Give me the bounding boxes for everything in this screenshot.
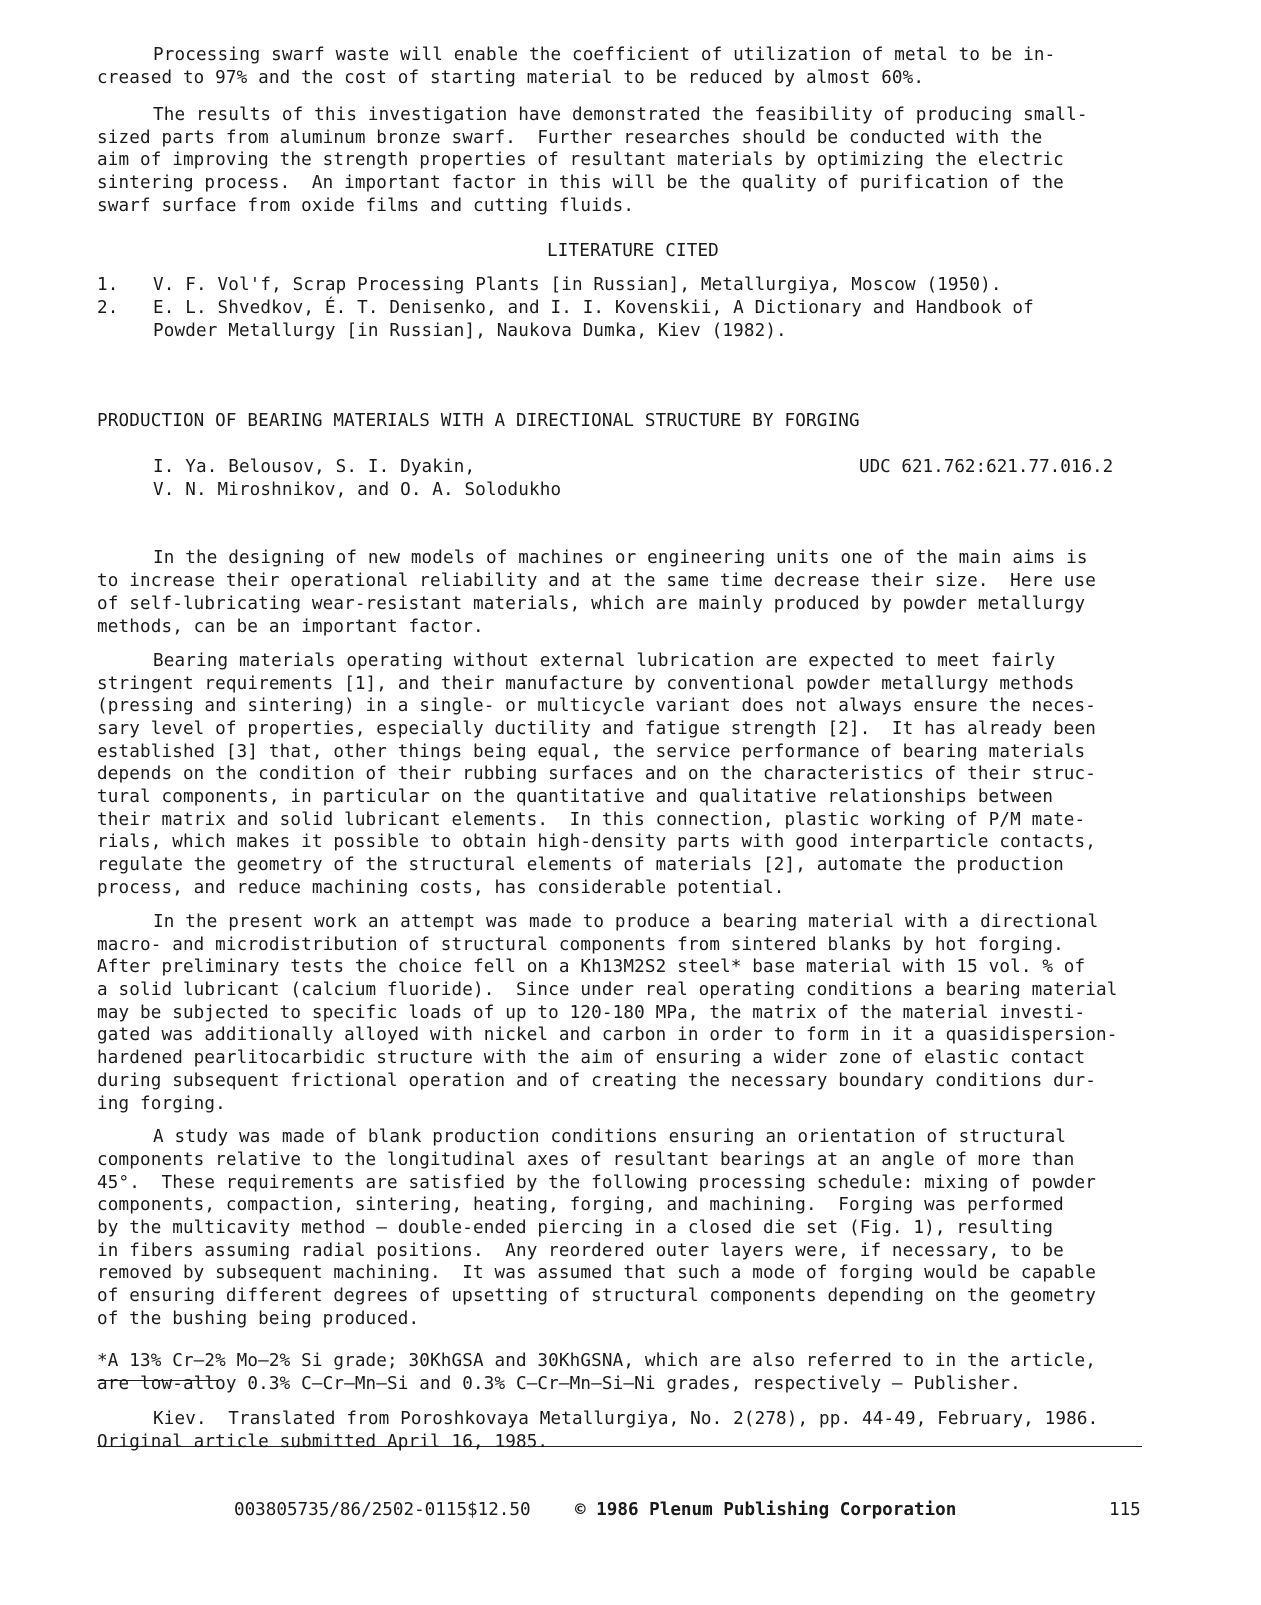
text-line: macro- and microdistribution of structural components from sintered blanks by hot forging. xyxy=(97,935,1064,955)
page-number: 115 xyxy=(1109,1500,1141,1520)
text-line: ing forging. xyxy=(97,1094,226,1114)
reference-text: E. L. Shvedkov, É. T. Denisenko, and I. I. Kovenskii, A Dictionary and Handbook of xyxy=(153,298,1034,318)
translation-note: Kiev. Translated from Poroshkovaya Metallurgiya, No. 2(278), pp. 44-49, February, 1986. xyxy=(153,1409,1099,1429)
text-line: a solid lubricant (calcium fluoride). Since under real operating conditions a bearing material xyxy=(97,980,1118,1000)
text-line: A study was made of blank production conditions ensuring an orientation of structural xyxy=(153,1127,1067,1147)
text-line: sized parts from aluminum bronze swarf. Further researches should be conducted with the xyxy=(97,128,1043,148)
text-line: swarf surface from oxide films and cutting fluids. xyxy=(97,196,635,216)
text-line: aim of improving the strength properties of resultant materials by optimizing the electric xyxy=(97,150,1064,170)
text-line: In the present work an attempt was made to produce a bearing material with a directional xyxy=(153,912,1099,932)
reference-text: V. F. Vol'f, Scrap Processing Plants [in Russian], Metallurgiya, Moscow (1950). xyxy=(153,275,1002,295)
text-line: of self-lubricating wear-resistant materials, which are mainly produced by powder metallurgy xyxy=(97,594,1086,614)
text-line: removed by subsequent machining. It was assumed that such a mode of forging would be capable xyxy=(97,1263,1097,1283)
udc-code: UDC 621.762:621.77.016.2 xyxy=(859,457,1114,477)
text-line: process, and reduce machining costs, has considerable potential. xyxy=(97,878,785,898)
text-line: (pressing and sintering) in a single- or multicycle variant does not always ensure the neces- xyxy=(97,696,1097,716)
text-line: stringent requirements [1], and their manufacture by conventional powder metallurgy methods xyxy=(97,674,1075,694)
reference-text: Powder Metallurgy [in Russian], Naukova Dumka, Kiev (1982). xyxy=(153,321,787,341)
text-line: gated was additionally alloyed with nickel and carbon in order to form in it a quasidispersion- xyxy=(97,1025,1118,1045)
text-line: rials, which makes it possible to obtain high-density parts with good interparticle contacts, xyxy=(97,832,1097,852)
footnote-line: are low-alloy 0.3% C—Cr—Mn—Si and 0.3% C—Cr—Mn—Si—Ni grades, respectively — Publisher. xyxy=(97,1374,1021,1394)
text-line: during subsequent frictional operation and of creating the necessary boundary conditions dur- xyxy=(97,1071,1097,1091)
text-line: by the multicavity method — double-ended piercing in a closed die set (Fig. 1), resulting xyxy=(97,1218,1054,1238)
authors-line: I. Ya. Belousov, S. I. Dyakin, xyxy=(153,457,476,477)
text-line: sintering process. An important factor in this will be the quality of purification of the xyxy=(97,173,1064,193)
text-line: Processing swarf waste will enable the coefficient of utilization of metal to be in- xyxy=(153,45,1056,65)
text-line: The results of this investigation have demonstrated the feasibility of producing small- xyxy=(153,105,1088,125)
text-line: components, compaction, sintering, heating, forging, and machining. Forging was performed xyxy=(97,1195,1064,1215)
text-line: in fibers assuming radial positions. Any reordered outer layers were, if necessary, to be xyxy=(97,1241,1064,1261)
text-line: of the bushing being produced. xyxy=(97,1309,420,1329)
text-line: hardened pearlitocarbidic structure with the aim of ensuring a wider zone of elastic contact xyxy=(97,1048,1086,1068)
article-title: PRODUCTION OF BEARING MATERIALS WITH A DIRECTIONAL STRUCTURE BY FORGING xyxy=(97,411,860,431)
text-line: creased to 97% and the cost of starting material to be reduced by almost 60%. xyxy=(97,68,925,88)
text-line: Bearing materials operating without external lubrication are expected to meet fairly xyxy=(153,651,1056,671)
text-line: depends on the condition of their rubbing surfaces and on the characteristics of their struc- xyxy=(97,764,1097,784)
text-line: 45°. These requirements are satisfied by the following processing schedule: mixing of powder xyxy=(97,1173,1097,1193)
publication-code: 003805735/86/2502-0115$12.50 xyxy=(234,1500,531,1520)
text-line: methods, can be an important factor. xyxy=(97,617,484,637)
text-line: established [3] that, other things being equal, the service performance of bearing materials xyxy=(97,742,1086,762)
copyright-notice: © 1986 Plenum Publishing Corporation xyxy=(575,1500,957,1520)
text-line: After preliminary tests the choice fell on a Kh13M2S2 steel* base material with 15 vol. % of xyxy=(97,957,1086,977)
text-line: may be subjected to specific loads of up to 120-180 MPa, the matrix of the material investi- xyxy=(97,1003,1086,1023)
translation-note: Original article submitted April 16, 1985. xyxy=(97,1432,549,1452)
text-line: tural components, in particular on the quantitative and qualitative relationships between xyxy=(97,787,1054,807)
text-line: to increase their operational reliability and at the same time decrease their size. Here use xyxy=(97,571,1097,591)
text-line: components relative to the longitudinal axes of resultant bearings at an angle of more than xyxy=(97,1150,1075,1170)
footnote-line: *A 13% Cr—2% Mo—2% Si grade; 30KhGSA and 30KhGSNA, which are also referred to in the article, xyxy=(97,1351,1097,1371)
text-line: regulate the geometry of the structural elements of materials [2], automate the production xyxy=(97,855,1064,875)
authors-line: V. N. Miroshnikov, and O. A. Solodukho xyxy=(153,480,562,500)
text-line: of ensuring different degrees of upsetting of structural components depending on the geometry xyxy=(97,1286,1097,1306)
reference-number: 1. xyxy=(97,275,119,295)
text-line: their matrix and solid lubricant elements. In this connection, plastic working of P/M mate- xyxy=(97,810,1086,830)
reference-number: 2. xyxy=(97,298,119,318)
text-line: In the designing of new models of machines or engineering units one of the main aims is xyxy=(153,548,1088,568)
text-line: sary level of properties, especially ductility and fatigue strength [2]. It has already been xyxy=(97,719,1097,739)
literature-heading: LITERATURE CITED xyxy=(547,241,719,261)
